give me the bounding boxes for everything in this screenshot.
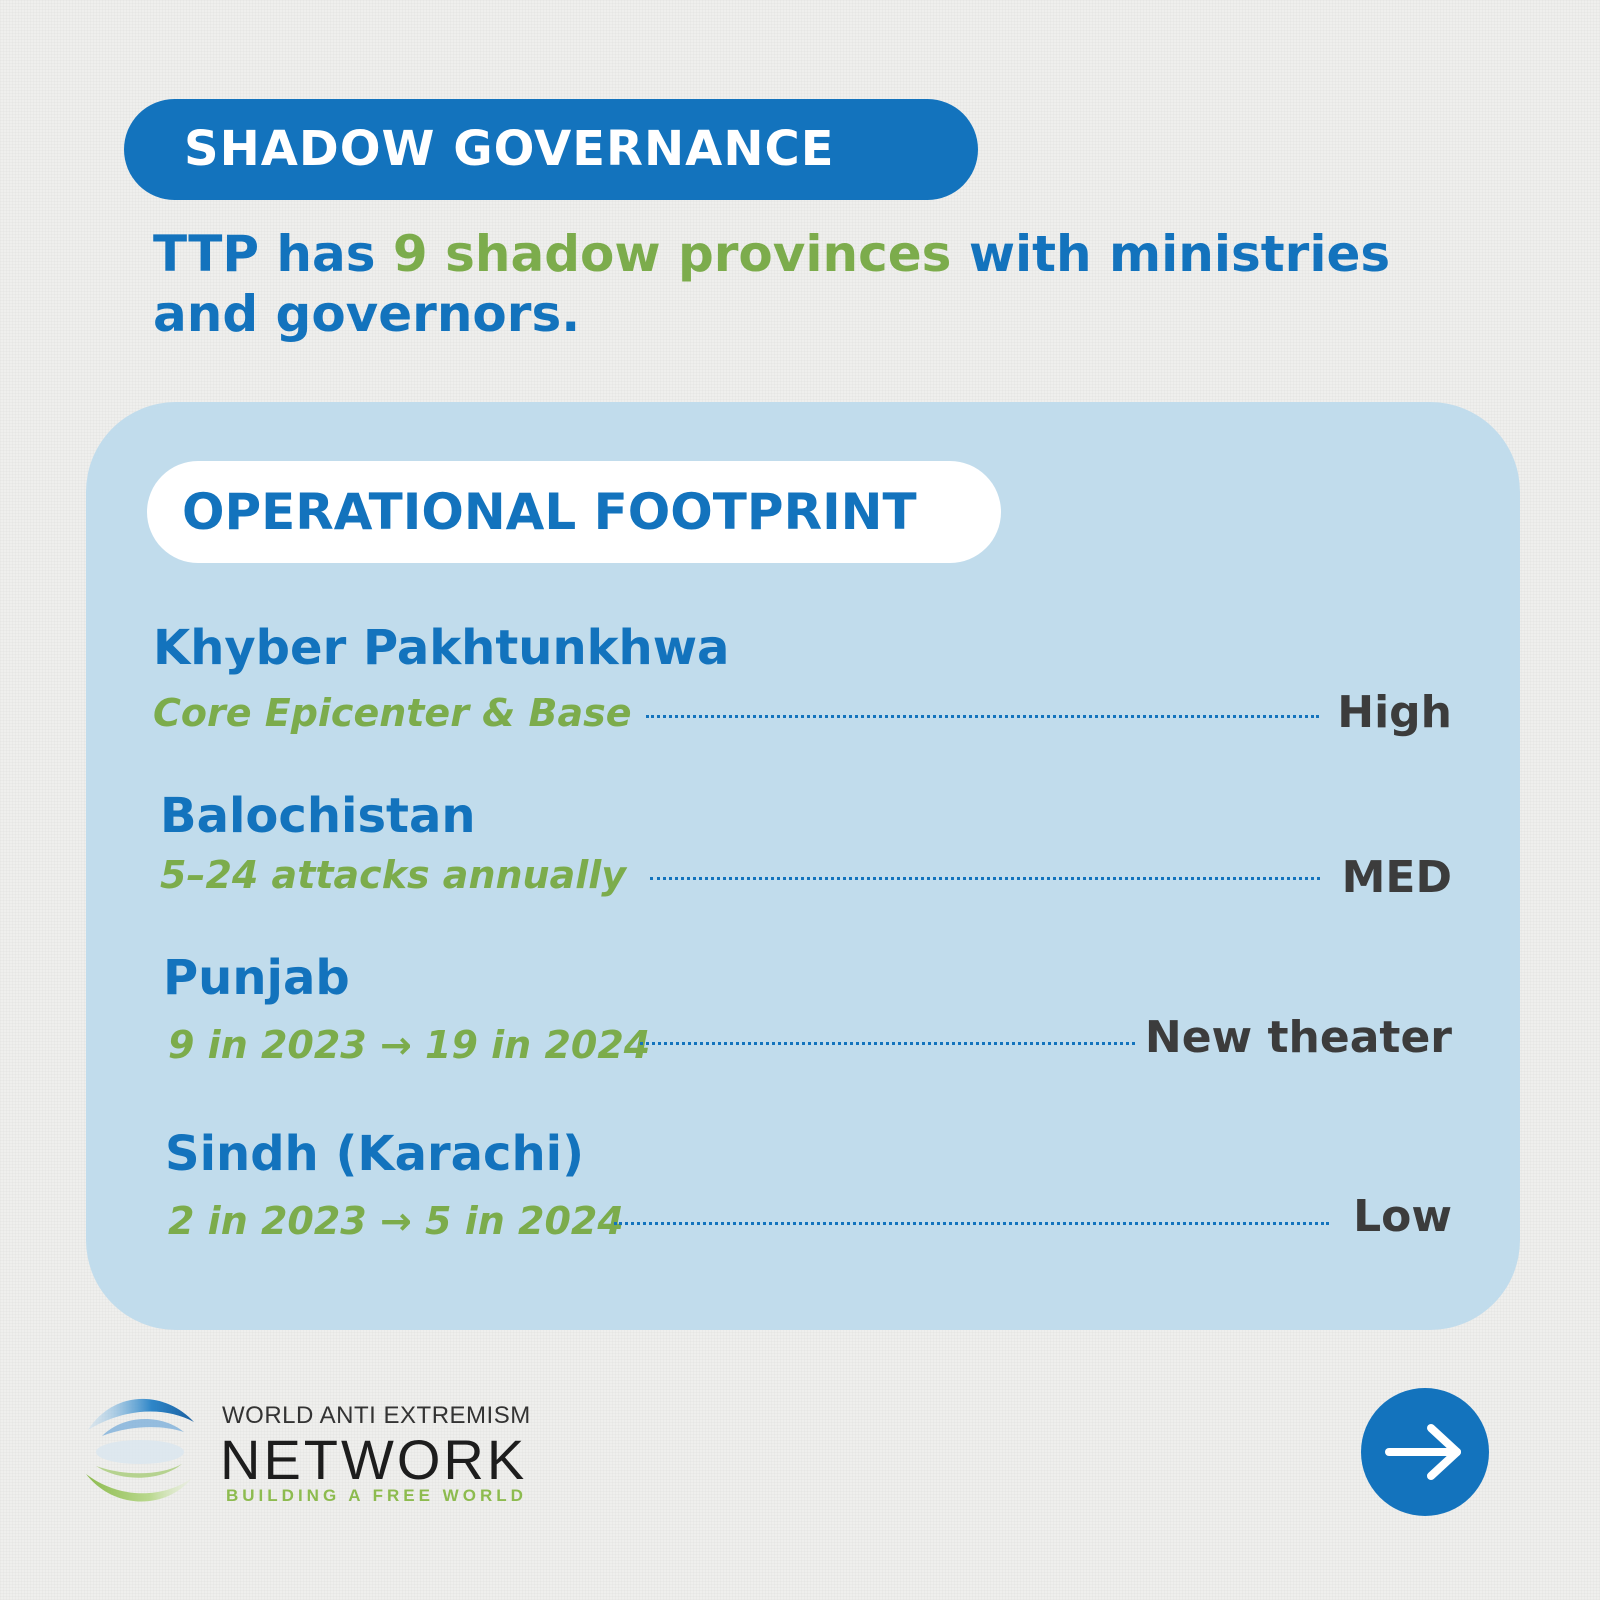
dotted-leader — [650, 877, 1320, 880]
dotted-leader — [646, 715, 1319, 718]
region-name-balochistan: Balochistan — [160, 788, 476, 844]
region-detail-sindh: 2 in 2023 → 5 in 2024 — [168, 1199, 624, 1243]
region-name-khyber: Khyber Pakhtunkhwa — [153, 620, 730, 676]
org-tagline: BUILDING A FREE WORLD — [226, 1486, 527, 1505]
level-sindh: Low — [1353, 1191, 1452, 1242]
panel-title: OPERATIONAL FOOTPRINT — [147, 461, 1001, 563]
arrow-right-icon — [1361, 1388, 1489, 1516]
region-detail-balochistan: 5–24 attacks annually — [160, 853, 627, 897]
headline — [153, 224, 1483, 344]
next-button[interactable] — [1361, 1388, 1489, 1516]
org-name-line2: NETWORK — [220, 1428, 528, 1491]
section-title: SHADOW GOVERNANCE — [124, 99, 978, 200]
region-name-punjab: Punjab — [163, 950, 350, 1006]
level-punjab: New theater — [1144, 1012, 1452, 1063]
network-logo-icon — [84, 1386, 196, 1510]
region-detail-punjab: 9 in 2023 → 19 in 2024 — [168, 1023, 651, 1067]
org-name-line1: WORLD ANTI EXTREMISM — [222, 1402, 531, 1429]
headline-part1: TTP has — [153, 225, 393, 283]
region-detail-khyber: Core Epicenter & Base — [153, 691, 632, 735]
region-name-sindh: Sindh (Karachi) — [165, 1126, 585, 1182]
headline-highlight: 9 shadow provinces — [392, 225, 952, 283]
level-khyber: High — [1337, 687, 1452, 738]
dotted-leader — [614, 1222, 1329, 1225]
level-balochistan: MED — [1341, 852, 1452, 903]
dotted-leader — [640, 1042, 1135, 1045]
headline-part2: with ministries and governors. — [153, 225, 1391, 343]
